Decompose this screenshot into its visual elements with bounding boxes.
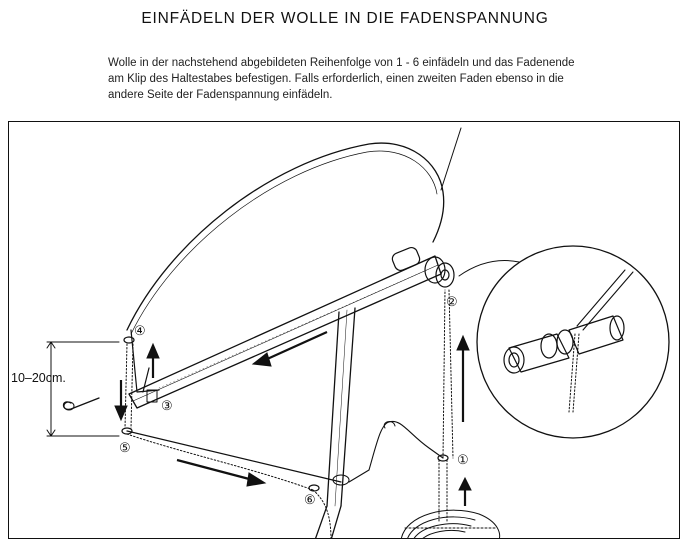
clip-hook bbox=[64, 398, 100, 409]
arrow-up-1 bbox=[459, 478, 471, 506]
pigtail-guide bbox=[369, 421, 443, 470]
threading-illustration bbox=[8, 121, 680, 539]
arrow-up-left bbox=[147, 344, 159, 378]
antenna-arc bbox=[127, 143, 444, 330]
instructions-line-3: andere Seite der Fadenspannung einfädeln. bbox=[108, 89, 333, 101]
measure-bracket bbox=[47, 342, 119, 436]
step-label-5: ⑤ bbox=[119, 440, 131, 455]
yarn-tension-drawing bbox=[9, 122, 680, 539]
step-label-6: ⑥ bbox=[304, 492, 316, 507]
antenna-tip bbox=[441, 128, 461, 190]
eyelet-6 bbox=[309, 485, 319, 491]
antenna-arc-inner bbox=[131, 151, 437, 334]
roller-knob bbox=[391, 246, 454, 287]
step-label-4: ④ bbox=[134, 323, 146, 338]
step-label-3: ③ bbox=[161, 398, 173, 413]
step-label-2: ② bbox=[446, 294, 458, 309]
page-title: EINFÄDELN DER WOLLE IN DIE FADENSPANNUNG bbox=[141, 10, 549, 27]
measure-label: 10–20cm. bbox=[11, 371, 66, 385]
yarn-ball bbox=[401, 510, 500, 539]
yarn-path bbox=[125, 290, 453, 539]
arrow-left-rod bbox=[253, 332, 327, 366]
instructions-line-1: Wolle in der nachstehend abgebildeten Reihenfolge von 1 - 6 einfädeln und das Fadenende bbox=[108, 57, 575, 69]
arrow-right-lower bbox=[177, 460, 265, 486]
detail-rod bbox=[577, 270, 625, 326]
detail-roller bbox=[504, 316, 624, 373]
instructions-paragraph bbox=[108, 55, 628, 103]
instructions-line-2: am Klip des Haltestabes befestigen. Falls erforderlich, einen zweiten Faden ebenso in die bbox=[108, 73, 564, 85]
arrow-up-2 bbox=[457, 336, 469, 422]
magnifier-pointer bbox=[459, 261, 519, 276]
step-label-1: ① bbox=[457, 452, 469, 467]
tension-rod bbox=[129, 256, 441, 408]
